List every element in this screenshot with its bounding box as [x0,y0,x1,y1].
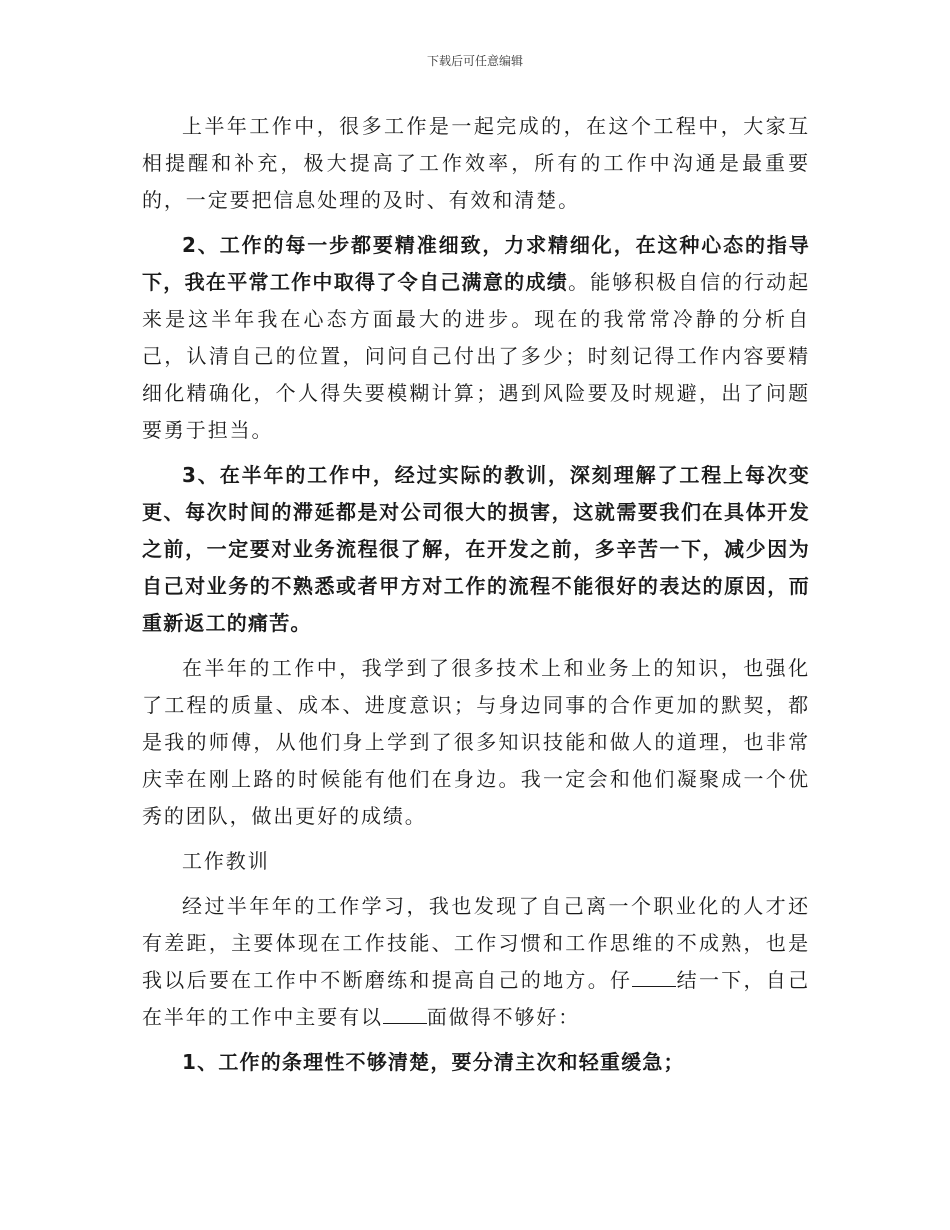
paragraph-lesson-rework: 3、在半年的工作中，经过实际的教训，深刻理解了工程上每次变更、每次时间的滞延都是对公司很大的损害，这就需要我们在具体开发之前，一定要对业务流程很了解，在开发之前，多辛苦一下，减少因为自己对业务的不熟悉或者甲方对工作的流程不能很好的表达的原因，而重新返工的痛苦。 [142,463,810,635]
section-heading-lessons: 工作教训 [182,849,270,873]
document-body [142,108,810,1081]
page-header: 下载后可任意编辑 [426,54,523,68]
fill-blank-1 [632,968,676,987]
paragraph-shortcomings [142,888,810,1036]
paragraph-precision-bold: 2、工作的每一步都要精准细致，力求精细化，在这种心态的指导下，我在平常工作中取得了令自己满意的成绩 [142,233,810,294]
paragraph-teamwork: 上半年工作中，很多工作是一起完成的，在这个工程中，大家互相提醒和补充，极大提高了工作效率，所有的工作中沟通是最重要的，一定要把信息处理的及时、有效和清楚。 [142,114,810,212]
paragraph-learned: 在半年的工作中，我学到了很多技术上和业务上的知识，也强化了工程的质量、成本、进度意识；与身边同事的合作更加的默契，都是我的师傅，从他们身上学到了很多知识技能和做人的道理，也非常庆幸在刚上路的时候能有他们在身边。我一定会和他们凝聚成一个优秀的团队，做出更好的成绩。 [142,656,810,828]
paragraph-precision [142,227,810,449]
paragraph-shortcomings-part-b: 结一下，自己在半年的工作中主要有以 [142,968,810,1029]
paragraph-precision-rest: 。能够积极自信的行动起来是这半年我在心态方面最大的进步。现在的我常常冷静的分析自己，认清自己的位置，问问自己付出了多少；时刻记得工作内容要精细化精确化，个人得失要模糊计算；遇到风险要及时规避，出了问题要勇于担当。 [142,270,810,442]
paragraph-shortcomings-part-a: 经过半年年的工作学习，我也发现了自己离一个职业化的人才还有差距，主要体现在工作技能、工作习惯和工作思维的不成熟，也是我以后要在工作中不断磨练和提高自己的地方。仔 [142,894,810,992]
fill-blank-2 [383,1005,427,1024]
paragraph-point-1: 1、工作的条理性不够清楚，要分清主次和轻重缓急； [182,1050,685,1074]
paragraph-shortcomings-part-c: 面做得不够好： [426,1005,581,1029]
